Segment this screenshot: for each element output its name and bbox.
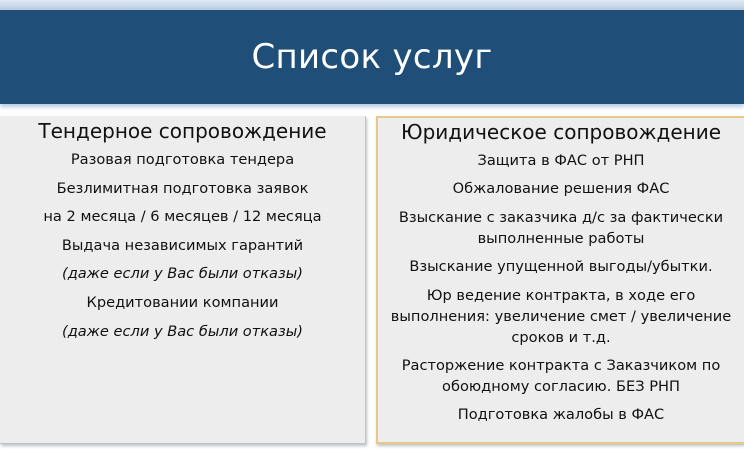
- list-item-note: (даже если у Вас были отказы): [62, 322, 303, 340]
- legal-support-list: [378, 150, 744, 425]
- list-item: Юр ведение контракта, в ходе его выполнения: увеличение смет / увеличение сроков и т.д.: [390, 286, 732, 346]
- legal-support-heading: Юридическое сопровождение: [401, 120, 721, 144]
- top-gradient-strip: [0, 0, 744, 10]
- page-title: Список услуг: [251, 37, 493, 77]
- list-item: Защита в ФАС от РНП: [477, 152, 645, 169]
- list-item: Взыскание упущенной выгоды/убытки.: [409, 258, 713, 276]
- list-item: Безлимитная подготовка заявок: [56, 179, 309, 197]
- list-item: Выдача независимых гарантий: [61, 236, 304, 254]
- legal-support-panel: [376, 116, 744, 444]
- list-item-note: (даже если у Вас были отказы): [62, 265, 303, 283]
- tender-support-heading: Тендерное сопровождение: [38, 119, 327, 143]
- list-item: Подготовка жалобы в ФАС: [457, 406, 665, 424]
- list-item: на 2 месяца / 6 месяцев / 12 месяца: [43, 208, 322, 226]
- tender-support-list: [0, 149, 365, 342]
- list-item: Взыскание с заказчика д/с за фактически выполненные работы: [398, 208, 724, 247]
- list-item: Разовая подготовка тендера: [70, 151, 295, 168]
- list-item: Обжалование решения ФАС: [452, 180, 670, 198]
- list-item: Кредитовании компании: [86, 293, 279, 311]
- tender-support-panel: [0, 116, 366, 444]
- title-bar: [0, 10, 744, 104]
- list-item: Расторжение контракта с Заказчиком по обоюдному согласию. БЕЗ РНП: [401, 356, 721, 395]
